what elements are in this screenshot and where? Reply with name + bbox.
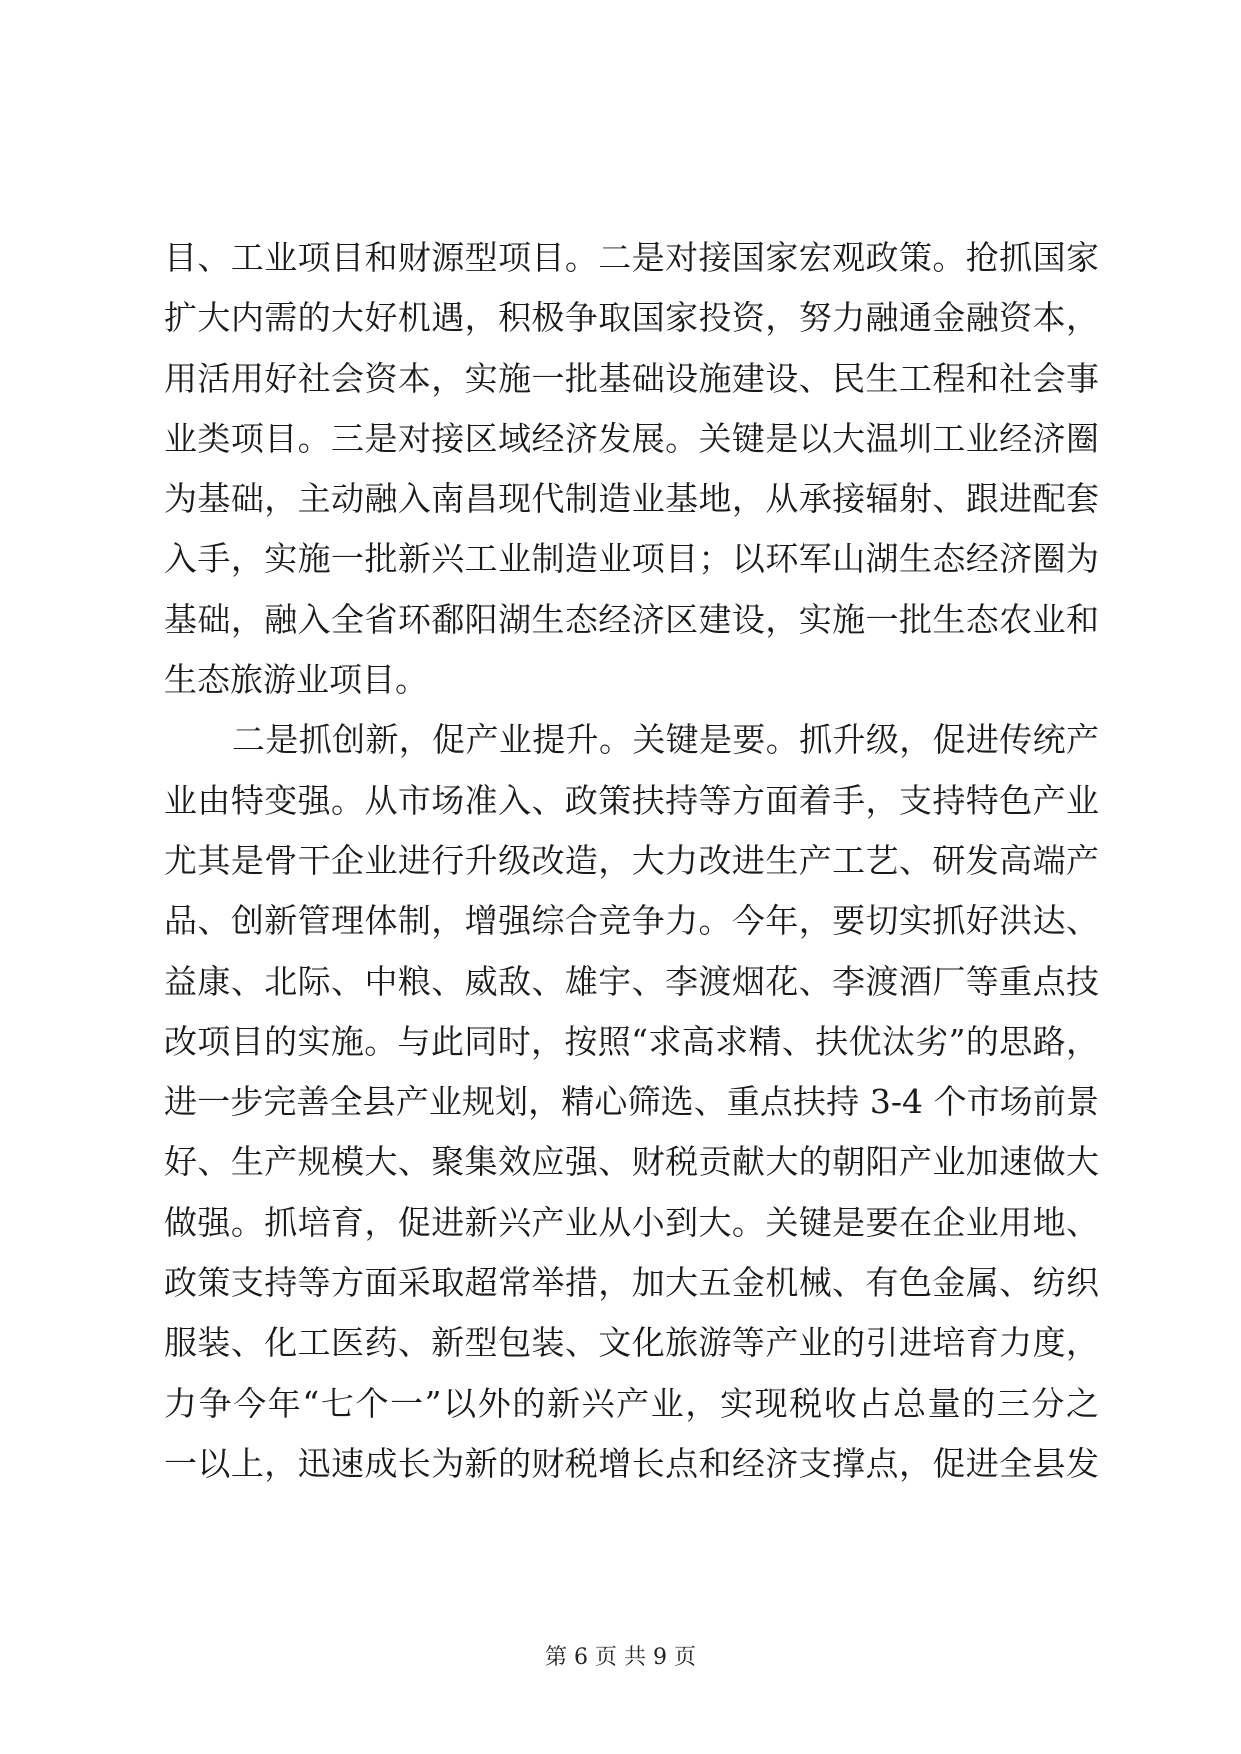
text-line: 生态旅游业项目。 [164,660,428,700]
text-line: 好、生产规模大、聚集效应强、财税贡献大的朝阳产业加速做大 [164,1142,1099,1182]
text-line: 入手，实施一批新兴工业制造业项目；以环军山湖生态经济圈为 [164,539,1099,579]
body-text [164,228,1099,1494]
text-line: 一以上，迅速成长为新的财税增长点和经济支撑点，促进全县发 [164,1443,1099,1483]
text-line: 用活用好社会资本，实施一批基础设施建设、民生工程和社会事 [164,358,1099,398]
text-line: 为基础，主动融入南昌现代制造业基地，从承接辐射、跟进配套 [164,479,1099,519]
text-line: 扩大内需的大好机遇，积极争取国家投资，努力融通金融资本， [164,298,1099,338]
text-line: 目、工业项目和财源型项目。二是对接国家宏观政策。抢抓国家 [164,238,1099,277]
text-line: 益康、北际、中粮、威敌、雄宇、李渡烟花、李渡酒厂等重点技 [164,961,1099,1001]
text-line: 做强。抓培育，促进新兴产业从小到大。关键是要在企业用地、 [164,1202,1099,1242]
text-line: 进一步完善全县产业规划，精心筛选、重点扶持 3-4 个市场前景 [164,1082,1099,1122]
page-number-label: 第 6 页 共 9 页 [545,1645,696,1670]
text-line: 业类项目。三是对接区域经济发展。关键是以大温圳工业经济圈 [164,418,1099,458]
text-line: 品、创新管理体制，增强综合竞争力。今年，要切实抓好洪达、 [164,901,1099,941]
text-line: 尤其是骨干企业进行升级改造，大力改进生产工艺、研发高端产 [164,840,1099,880]
text-line: 政策支持等方面采取超常举措，加大五金机械、有色金属、纺织 [164,1263,1099,1303]
text-line: 业由特变强。从市场准入、政策扶持等方面着手，支持特色产业 [164,780,1099,820]
text-line: 二是抓创新，促产业提升。关键是要。抓升级，促进传统产 [232,720,1099,760]
text-line: 基础，融入全省环鄱阳湖生态经济区建设，实施一批生态农业和 [164,599,1099,639]
page-footer [0,1640,1241,1671]
text-line: 服装、化工医药、新型包装、文化旅游等产业的引进培育力度， [164,1323,1099,1363]
text-line: 力争今年“七个一”以外的新兴产业，实现税收占总量的三分之 [164,1383,1099,1423]
text-line: 改项目的实施。与此同时，按照“求高求精、扶优汰劣”的思路， [164,1021,1099,1061]
